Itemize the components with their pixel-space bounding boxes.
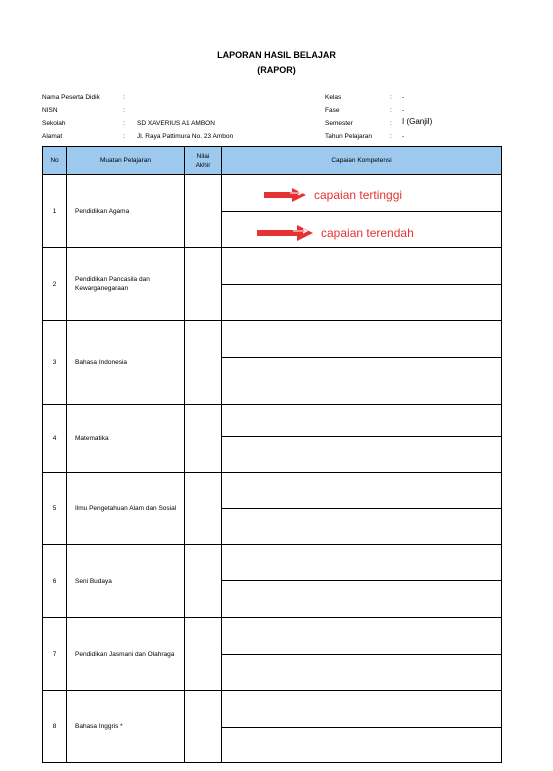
capaian-tertinggi-cell xyxy=(222,248,502,285)
student-info-right: Kelas : - Fase : - Semester : I (Ganjil) Tahun Pelajaran : - xyxy=(325,91,505,143)
row-subject: Bahasa Indonesia xyxy=(67,321,185,405)
header-capaian: Capaian Kompetensi xyxy=(222,147,502,175)
row-nilai xyxy=(185,618,222,691)
capaian-terendah-cell xyxy=(222,285,502,321)
row-subject: Ilmu Pengetahuan Alam dan Sosial xyxy=(67,473,185,545)
capaian-tertinggi-cell xyxy=(222,618,502,655)
capaian-terendah-cell xyxy=(222,358,502,405)
report-subtitle: (RAPOR) xyxy=(257,65,296,75)
row-subject: Pendidikan Agama xyxy=(67,175,185,248)
capaian-tertinggi-cell xyxy=(222,545,502,581)
capaian-tertinggi-cell xyxy=(222,473,502,509)
header-no: No xyxy=(43,147,67,175)
info-value: - xyxy=(402,94,405,101)
capaian-terendah-cell xyxy=(222,509,502,545)
row-nilai xyxy=(185,545,222,618)
report-title: LAPORAN HASIL BELAJAR xyxy=(217,50,336,60)
table-row xyxy=(43,545,502,581)
row-number: 3 xyxy=(43,321,67,405)
info-label: Fase xyxy=(325,107,340,114)
row-nilai xyxy=(185,321,222,405)
table-row xyxy=(43,321,502,358)
annotation-bottom xyxy=(255,224,414,242)
row-subject: Pendidikan Pancasila dan Kewarganegaraan xyxy=(67,248,185,321)
annotation-top xyxy=(262,187,402,203)
red-arrow-icon xyxy=(255,224,315,242)
capaian-terendah-cell xyxy=(222,581,502,618)
table-row xyxy=(43,473,502,509)
info-value: - xyxy=(402,107,405,114)
row-number: 2 xyxy=(43,248,67,321)
table-row xyxy=(43,618,502,655)
capaian-terendah-cell xyxy=(222,437,502,473)
table-row xyxy=(43,248,502,285)
table-row xyxy=(43,691,502,728)
info-label: Tahun Pelajaran xyxy=(325,133,372,140)
info-label: Semester xyxy=(325,120,353,127)
row-subject: Matematika xyxy=(67,405,185,473)
info-value: - xyxy=(402,133,405,140)
info-label: Alamat xyxy=(42,133,63,140)
row-number: 1 xyxy=(43,175,67,248)
row-nilai xyxy=(185,248,222,321)
capaian-tertinggi-cell xyxy=(222,405,502,437)
capaian-terendah-cell xyxy=(222,655,502,691)
row-number: 6 xyxy=(43,545,67,618)
annotation-top-text: capaian tertinggi xyxy=(314,188,403,202)
row-number: 4 xyxy=(43,405,67,473)
capaian-tertinggi-cell xyxy=(222,321,502,358)
info-label: NISN xyxy=(42,107,58,114)
row-number: 7 xyxy=(43,618,67,691)
row-subject: Pendidikan Jasmani dan Olahraga xyxy=(67,618,185,691)
capaian-tertinggi-cell xyxy=(222,691,502,728)
header-mapel: Muatan Pelajaran xyxy=(67,147,185,175)
row-subject: Seni Budaya xyxy=(67,545,185,618)
info-value: SD XAVERIUS A1 AMBON xyxy=(137,120,215,127)
table-row xyxy=(43,405,502,437)
row-subject: Bahasa Inggris * xyxy=(67,691,185,763)
info-value: Jl. Raya Pattimura No. 23 Ambon xyxy=(137,133,234,140)
table-header-row xyxy=(43,147,502,175)
header-nilai: Nilai Akhir xyxy=(185,147,222,175)
red-arrow-icon xyxy=(262,187,308,203)
row-nilai xyxy=(185,691,222,763)
row-number: 5 xyxy=(43,473,67,545)
info-label: Sekolah xyxy=(42,120,66,127)
student-info-left: Nama Peserta Didik : NISN : Sekolah : SD XAVERIUS A1 AMBON Alamat : Jl. Raya Pattimura No. 23 Ambon xyxy=(42,91,292,143)
row-nilai xyxy=(185,175,222,248)
info-value: I (Ganjil) xyxy=(402,117,433,126)
annotation-bottom-text: capaian terendah xyxy=(321,226,414,240)
info-label: Nama Peserta Didik xyxy=(42,94,100,101)
row-nilai xyxy=(185,473,222,545)
row-nilai xyxy=(185,405,222,473)
capaian-terendah-cell xyxy=(222,728,502,763)
info-label: Kelas xyxy=(325,94,342,101)
row-number: 8 xyxy=(43,691,67,763)
